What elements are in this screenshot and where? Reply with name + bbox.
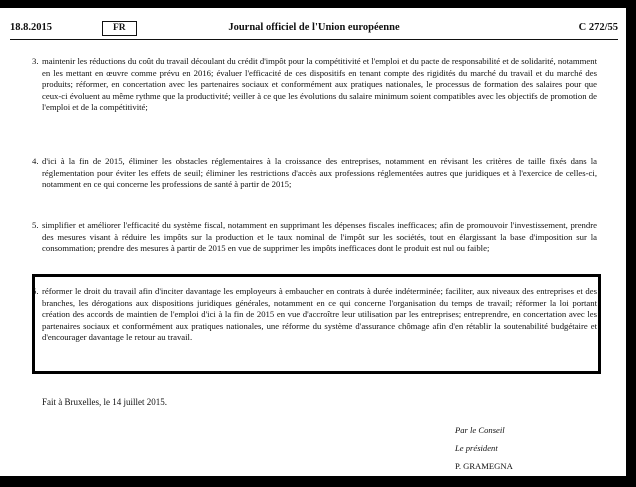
page-reference: C 272/55 [578,22,618,33]
item-text: d'ici à la fin de 2015, éliminer les obstacles réglementaires à la croissance des entreprises, notamment en révisant les critères de taille fixés dans la réglementation pour éviter les effets de seuil; éliminer les restrictions d'accès aux professions réglementées autres que juridiques et à l'exercice de celles-ci, notamment en ce qui concerne les professions de santé à partir de 2015; [42,156,597,190]
closing-statement: Fait à Bruxelles, le 14 juillet 2015. [42,397,167,407]
item-text: réformer le droit du travail afin d'inciter davantage les employeurs à embaucher en contrats à durée indéterminée; faciliter, aux niveaux des entreprises et des branches, les dérogations aux dispositions juridiques générales, notamment en ce qui concerne l'organisation du temps de travail; réformer la loi portant création des accords de maintien de l'emploi d'ici à la fin de 2015 en vue d'accroître leur utilisation par les entreprises; entreprendre, en concertation avec les partenaires sociaux et conformément aux pratiques nationales, une réforme du système d'assurance chômage afin d'en rétablir la soutenabilité budgétaire et d'encourager davantage le retour au travail. [42,286,597,343]
signature-name: P. GRAMEGNA [455,461,513,471]
language-badge: FR [102,21,137,36]
signature-council: Par le Conseil [455,425,505,435]
page-header [10,22,618,38]
item-text: maintenir les réductions du coût du travail découlant du crédit d'impôt pour la compétitivité et l'emploi et du pacte de responsabilité et de solidarité, notamment en les mettant en œuvre comme prévu en 2016; évaluer l'efficacité de ces dispositifs en tenant compte des rigidités du marché du travail et du marché des produits; réformer, en concertation avec les partenaires sociaux et conformément aux pratiques nationales, le processus de formation des salaires pour que ceux-ci évoluent au même rythme que la productivité; veiller à ce que les évolutions du salaire minimum soient compatibles avec les objectifs de promotion de l'emploi et de la compétitivité; [42,56,597,113]
document-page [0,8,626,476]
signature-block [455,421,605,475]
header-divider [10,39,618,40]
highlight-box [32,274,601,374]
recommendation-item-5 [32,220,597,255]
item-number: 5. [32,220,39,230]
recommendation-item-3 [32,56,597,114]
journal-title: Journal officiel de l'Union européenne [228,22,400,33]
item-text: simplifier et améliorer l'efficacité du système fiscal, notamment en supprimant les dépenses fiscales inefficaces; afin de promouvoir l'investissement, prendre des mesures visant à réduire les impôts sur la production et le taux nominal de l'impôt sur les sociétés, tout en élargissant la base d'imposition sur la consommation; prendre des mesures à partir de 2015 en vue de supprimer les impôts inefficaces dont le produit est nul ou faible; [42,220,597,254]
signature-title: Le président [455,443,498,453]
recommendation-item-4 [32,156,597,191]
item-number: 6. [32,286,39,296]
publication-date: 18.8.2015 [10,22,52,33]
item-number: 3. [32,56,39,66]
item-number: 4. [32,156,39,166]
